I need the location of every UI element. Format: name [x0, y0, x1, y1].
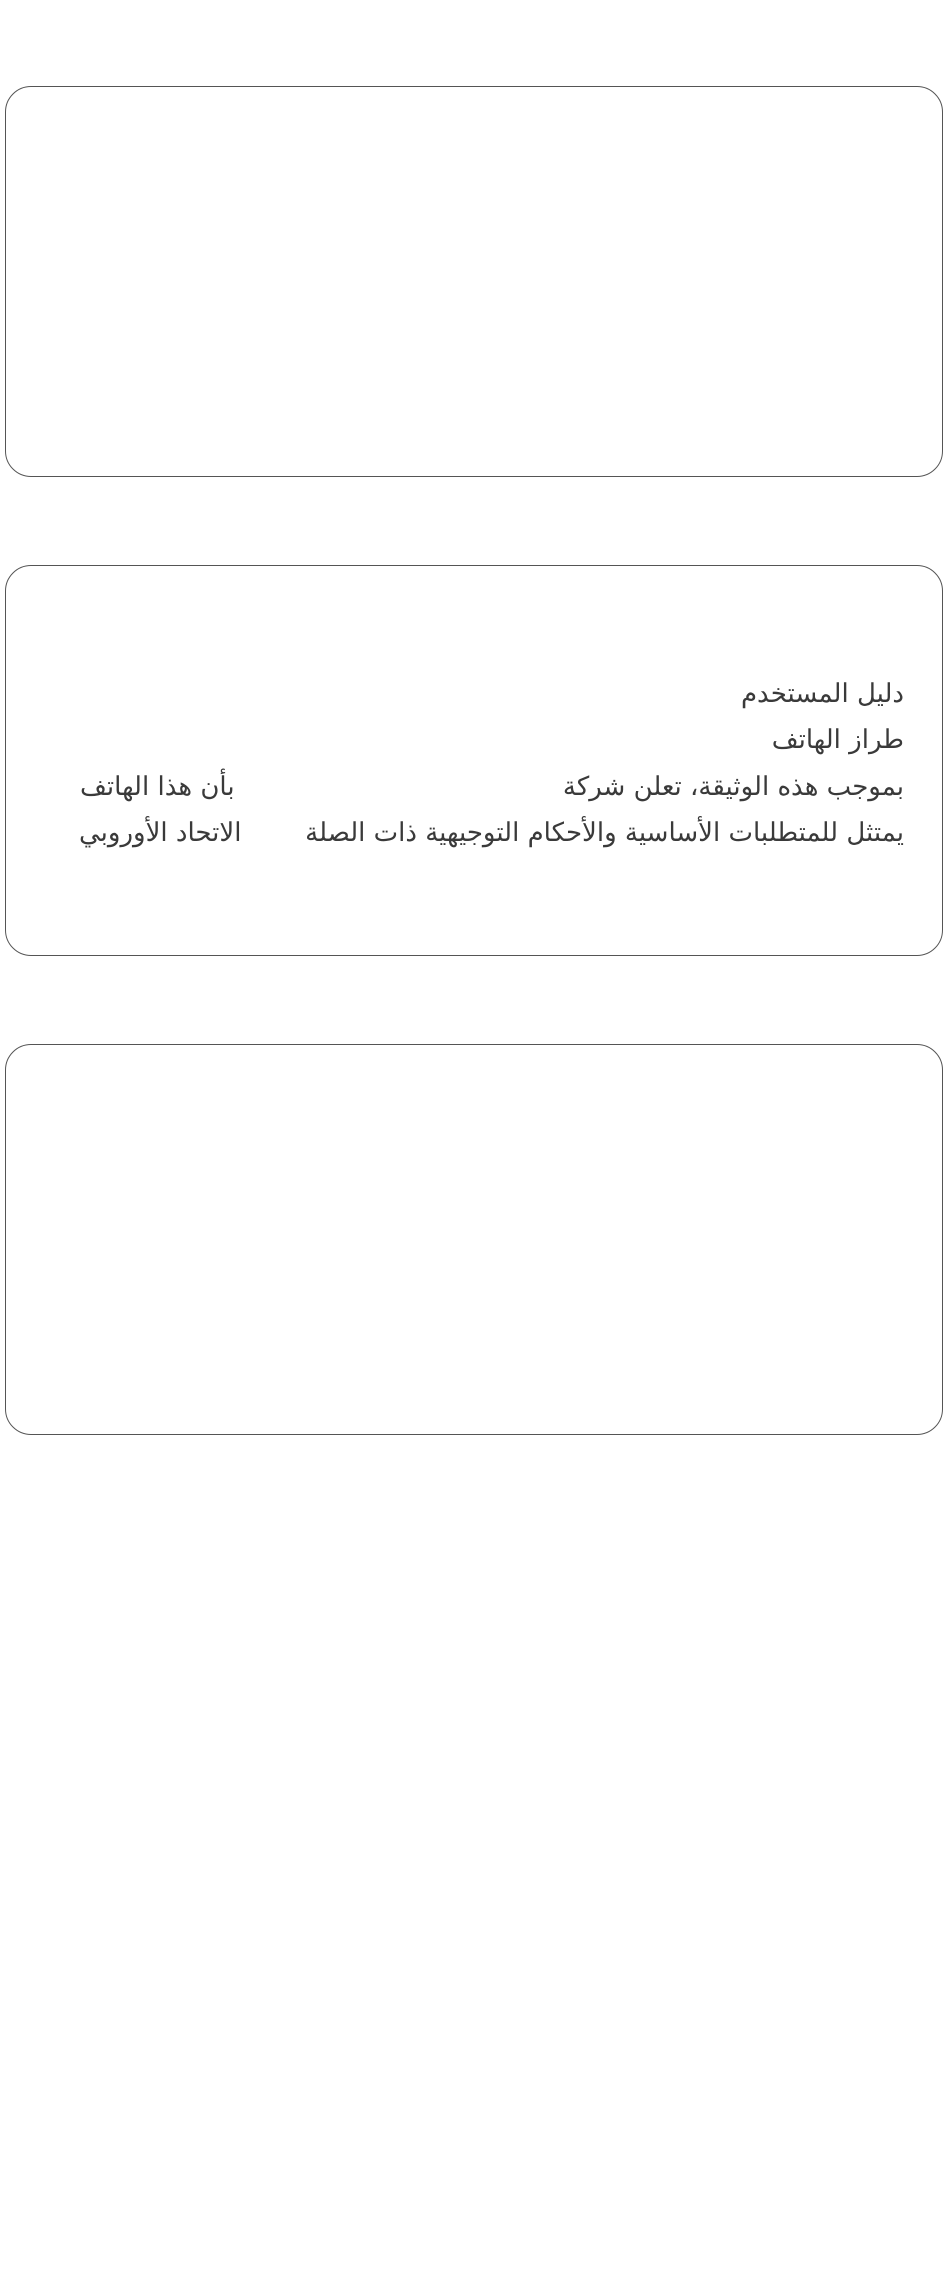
compliance-text-start: يمتثل للمتطلبات الأساسية والأحكام التوجيهية ذات الصلة: [305, 818, 904, 848]
user-manual-title: دليل المستخدم: [740, 679, 904, 709]
declaration-text-start: بموجب هذه الوثيقة، تعلن شركة: [562, 772, 904, 802]
blank-card-bottom: [5, 1044, 943, 1435]
declaration-card: [5, 565, 943, 956]
phone-model-label: طراز الهاتف: [771, 725, 904, 755]
compliance-text-end: الاتحاد الأوروبي: [79, 818, 242, 848]
blank-card-top: [5, 86, 943, 477]
declaration-text-end: بأن هذا الهاتف: [80, 772, 235, 802]
